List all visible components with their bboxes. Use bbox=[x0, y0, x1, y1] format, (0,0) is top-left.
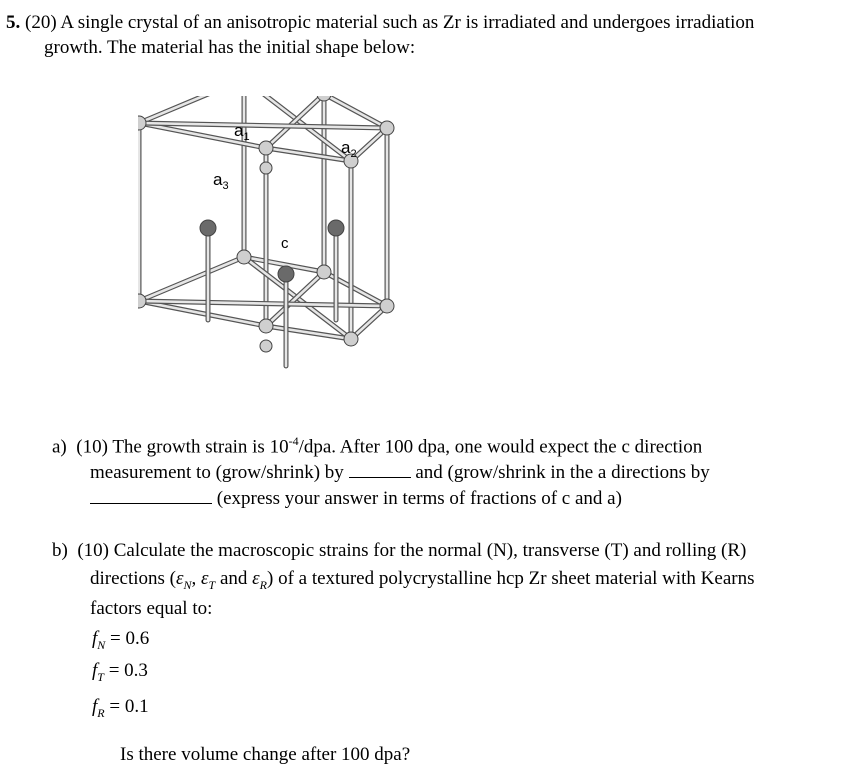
volume-change-question: Is there volume change after 100 dpa? bbox=[120, 744, 411, 765]
part-b-line2: directions ($\varepsilon_N$, $\varepsilon_T$ and $\varepsilon_R$) of a textured polycrystalline hcp Zr sheet material with Kearns bbox=[90, 568, 755, 592]
answer-blank-c[interactable] bbox=[349, 460, 411, 478]
crystal-rod-highlight bbox=[324, 272, 387, 306]
part-a-line1: a) (10) The growth strain is $10^{-4}$/dpa. After 100 dpa, one would expect the c direction bbox=[52, 434, 703, 458]
kearns-factor-r: $f_R = 0.1$ bbox=[92, 696, 149, 720]
crystal-atom bbox=[259, 319, 273, 333]
crystal-atom bbox=[260, 340, 272, 352]
crystal-atom bbox=[380, 121, 394, 135]
question-header bbox=[6, 10, 754, 36]
part-b-line1: b) (10) Calculate the macroscopic strains for the normal (N), transverse (T) and rolling (R) bbox=[52, 540, 747, 561]
label-c: c bbox=[281, 235, 289, 252]
kearns-factor-n: $f_N = 0.6$ bbox=[92, 628, 150, 652]
part-a-line2: measurement to (grow/shrink) by and (grow/shrink in the a directions by bbox=[90, 462, 710, 483]
question-header-line2: growth. The material has the initial shape below: bbox=[44, 37, 416, 58]
crystal-atom bbox=[380, 299, 394, 313]
question-header-line1: (20) A single crystal of an anisotropic material such as Zr is irradiated and undergoes irradiation bbox=[20, 12, 755, 33]
crystal-atom bbox=[328, 220, 344, 236]
crystal-atom bbox=[260, 162, 272, 174]
kearns-factor-t: $f_T = 0.3$ bbox=[92, 660, 148, 684]
crystal-atom bbox=[200, 220, 216, 236]
crystal-atom bbox=[344, 332, 358, 346]
question-number: 5. bbox=[6, 12, 21, 33]
label-a3: $a_3$ bbox=[213, 170, 229, 192]
hcp-crystal-figure bbox=[138, 96, 418, 416]
part-a-line3: (express your answer in terms of fractions of c and a) bbox=[90, 486, 622, 510]
label-a1: $a_1$ bbox=[234, 121, 250, 143]
label-a2: $a_2$ bbox=[341, 138, 357, 160]
crystal-atom bbox=[237, 250, 251, 264]
part-b-line3: factors equal to: bbox=[90, 598, 213, 619]
crystal-atom bbox=[317, 265, 331, 279]
crystal-atom bbox=[259, 141, 273, 155]
crystal-rod-highlight bbox=[139, 257, 244, 301]
crystal-atom bbox=[278, 266, 294, 282]
answer-blank-a[interactable] bbox=[90, 486, 212, 504]
